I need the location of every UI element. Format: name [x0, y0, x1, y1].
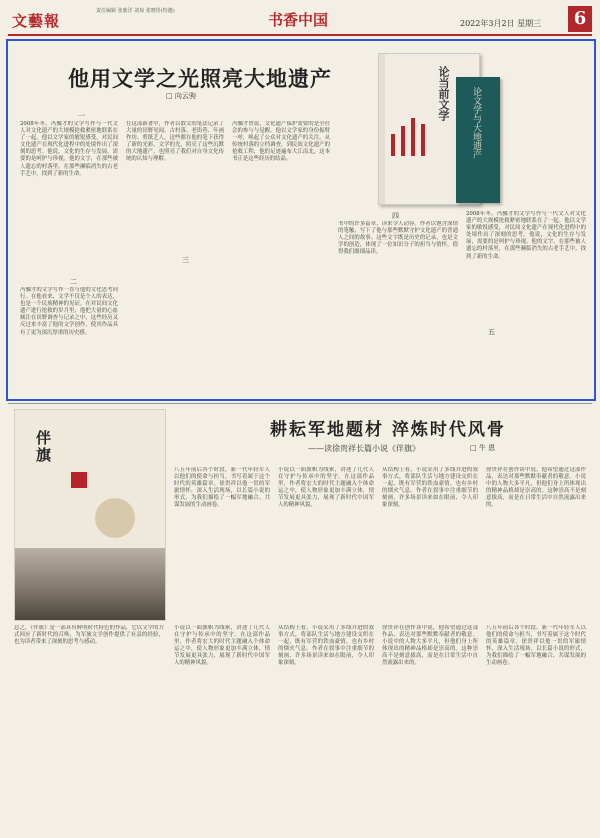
novel-cover-image — [14, 409, 166, 621]
sun-graphic — [95, 498, 135, 538]
article-2-column: 八五年前后各个时段，新一代年轻军人以他们的使命与担当，书写着属于这个时代的英雄篇章。徐贵祥以他一贯的军旅情怀，深入生活现场，以长篇小说的形式，为我们描绘了一幅军地融合、共谋发展的生动画卷。 — [486, 625, 586, 667]
article-1[interactable] — [6, 39, 596, 401]
article-1-column: 2008年冬，冯骥才的文学写作与一代文人对文化遗产的大规模抢救紧密地联系在了一起。他以文学家的敏锐感受，对民间文化遗产在现代化进程中的处境作出了深刻的思考。他说，文化的生存与发展，需要的是呵护与珍视。他的文字，在那些被人遗忘的村落里，在那些濒临消失的古老手艺中，找到了新的生命。 — [466, 211, 586, 260]
cover-graphic-bar — [411, 118, 415, 156]
article-2-column: 从结构上看，小说采用了多线并进的叙事方式，将部队生活与地方建设交织在一起，既有军营的铁血豪情，也有乡村的烟火气息。作者在叙事中注重细节的刻画，许多场景读来如在眼前，令人印象深刻。 — [278, 625, 374, 667]
article-2[interactable] — [8, 403, 592, 833]
section-number: 二 — [70, 278, 77, 286]
cover-graphic-bar — [421, 124, 425, 156]
book-spine — [379, 54, 385, 204]
article-1-column: 冯骥才曾说，文化遗产保护需要的是全社会的参与与觉醒。他以文学家的身份振臂一呼，唤起了公众对文化遗产的关注。从传统村落的立档调查，到民间文化遗产的抢救工程，他的足迹遍布大江南北，这本书正是这些经历的结晶。 — [232, 121, 330, 163]
article-2-column: 八五年前后各个时段，新一代年轻军人以他们的使命与担当，书写着属于这个时代的英雄篇章。徐贵祥以他一贯的军旅情怀，深入生活现场，以长篇小说的形式，为我们描绘了一幅军地融合、共谋发展的生动画卷。 — [174, 467, 270, 509]
newspaper-header — [8, 6, 592, 36]
book-cover-title-2: 论文学与大地遗产 — [471, 87, 481, 159]
article-2-column: 从结构上看，小说采用了多线并进的叙事方式，将部队生活与地方建设交织在一起，既有军营的铁血豪情，也有乡村的烟火气息。作者在叙事中注重细节的刻画，许多场景读来如在眼前，令人印象深刻。 — [382, 467, 478, 509]
article-1-column: 2008年冬，冯骥才的文学写作与一代文人对文化遗产的大规模抢救紧密地联系在了一起。他以文学家的敏锐感受，对民间文化遗产在现代化进程中的处境作出了深刻的思考。他说，文化的生存与发展，需要的是呵护与珍视。他的文字，在那些被人遗忘的村落里，在那些濒临消失的古老手艺中，找到了新的生命。 — [20, 121, 118, 177]
article-2-column: 徐贵祥在创作谈中说，他希望通过这部作品，表达对那些默默奉献者的敬意。小说中的人物大多平凡，但他们身上所体现出的精神品格却是崇高的。这种崇高不是刻意拔高，而是在日常生活中自然流露出来的。 — [486, 467, 586, 509]
article-1-column: 在这部新著中，作者以散文的笔法记录了大量的田野见闻。古村落、老街巷、年画作坊、剪纸艺人，这些都在他的笔下获得了新的光彩。文学的光，照亮了这些沉默的大地遗产，也照亮了我们对自身文化传统的认知与理解。 — [126, 121, 224, 163]
article-2-subheadline: ——读徐贵祥长篇小说《伴旗》 — [308, 444, 420, 453]
editor-credits: 责任编辑 张鹿洋 刘琼 张晓彤(特邀) — [96, 8, 175, 14]
section-divider — [8, 403, 592, 404]
article-2-column: 小说以一面旗帜为线索，讲述了几代人在守护与传承中的坚守。在这部作品里，作者将宏大的时代主题融入个体命运之中，使人物形象更加丰满立体，情节发展更具张力，展现了新时代中国军人的精神风貌。 — [174, 625, 270, 667]
article-2-column: 总之，《伴旗》是一部具有鲜明时代特色的作品，它以文学的方式回应了新时代的召唤，为军旅文学创作提供了有益的经验，也为读者带来了深刻的思考与感动。 — [14, 625, 164, 646]
article-1-byline: □ 向云驹 — [166, 92, 196, 100]
section-number: 四 — [392, 212, 399, 220]
article-2-headline: 耕耘军地题材 淬炼时代风骨 — [270, 420, 506, 440]
red-seal-graphic — [71, 472, 87, 488]
novel-cover-title: 伴旗 — [34, 430, 52, 464]
section-number: 一 — [78, 112, 85, 120]
book-cover-title: 论当前文学 — [437, 66, 450, 121]
book-cover-image-2 — [456, 77, 500, 203]
landscape-graphic — [15, 548, 165, 620]
article-2-column: 徐贵祥在创作谈中说，他希望通过这部作品，表达对那些默默奉献者的敬意。小说中的人物大多平凡，但他们身上所体现出的精神品格却是崇高的。这种崇高不是刻意拔高，而是在日常生活中自然流露出来的。 — [382, 625, 478, 667]
issue-date: 2022年3月2日 星期三 — [460, 19, 542, 28]
section-number: 五 — [488, 328, 495, 336]
cover-graphic-bar — [391, 134, 395, 156]
section-title: 书香中国 — [268, 11, 329, 29]
article-2-column: 小说以一面旗帜为线索，讲述了几代人在守护与传承中的坚守。在这部作品里，作者将宏大的时代主题融入个体命运之中，使人物形象更加丰满立体，情节发展更具张力，展现了新时代中国军人的精神风貌。 — [278, 467, 374, 509]
page-number: 6 — [568, 6, 592, 32]
article-2-byline: □ 牛 恩 — [470, 444, 496, 452]
newspaper-logo: 文藝報 — [12, 12, 61, 30]
article-1-headline: 他用文学之光照亮大地遗产 — [68, 66, 332, 91]
article-1-column: 冯骥才的文学写作一直与他的文化思考同行。在他看来，文学不仅是个人的表达，也是一个民族精神的见证。在对民间文化遗产进行抢救的岁月里，他把大量的心血倾注在田野调查与记录之中，这些经历又反过来丰富了他的文学创作，使其作品具有了更为深沉厚重的历史感。 — [20, 287, 118, 336]
section-number: 三 — [182, 256, 189, 264]
cover-graphic-bar — [401, 126, 405, 156]
article-1-column: 书中的许多篇章，读来令人动容。作者以饱含深情的笔触，写下了他与那些默默守护文化遗产的普通人之间的故事。这些文字既是历史的记录，也是文学的创造，体现了一位知识分子的担当与情怀，值得我们细细品读。 — [338, 221, 458, 256]
